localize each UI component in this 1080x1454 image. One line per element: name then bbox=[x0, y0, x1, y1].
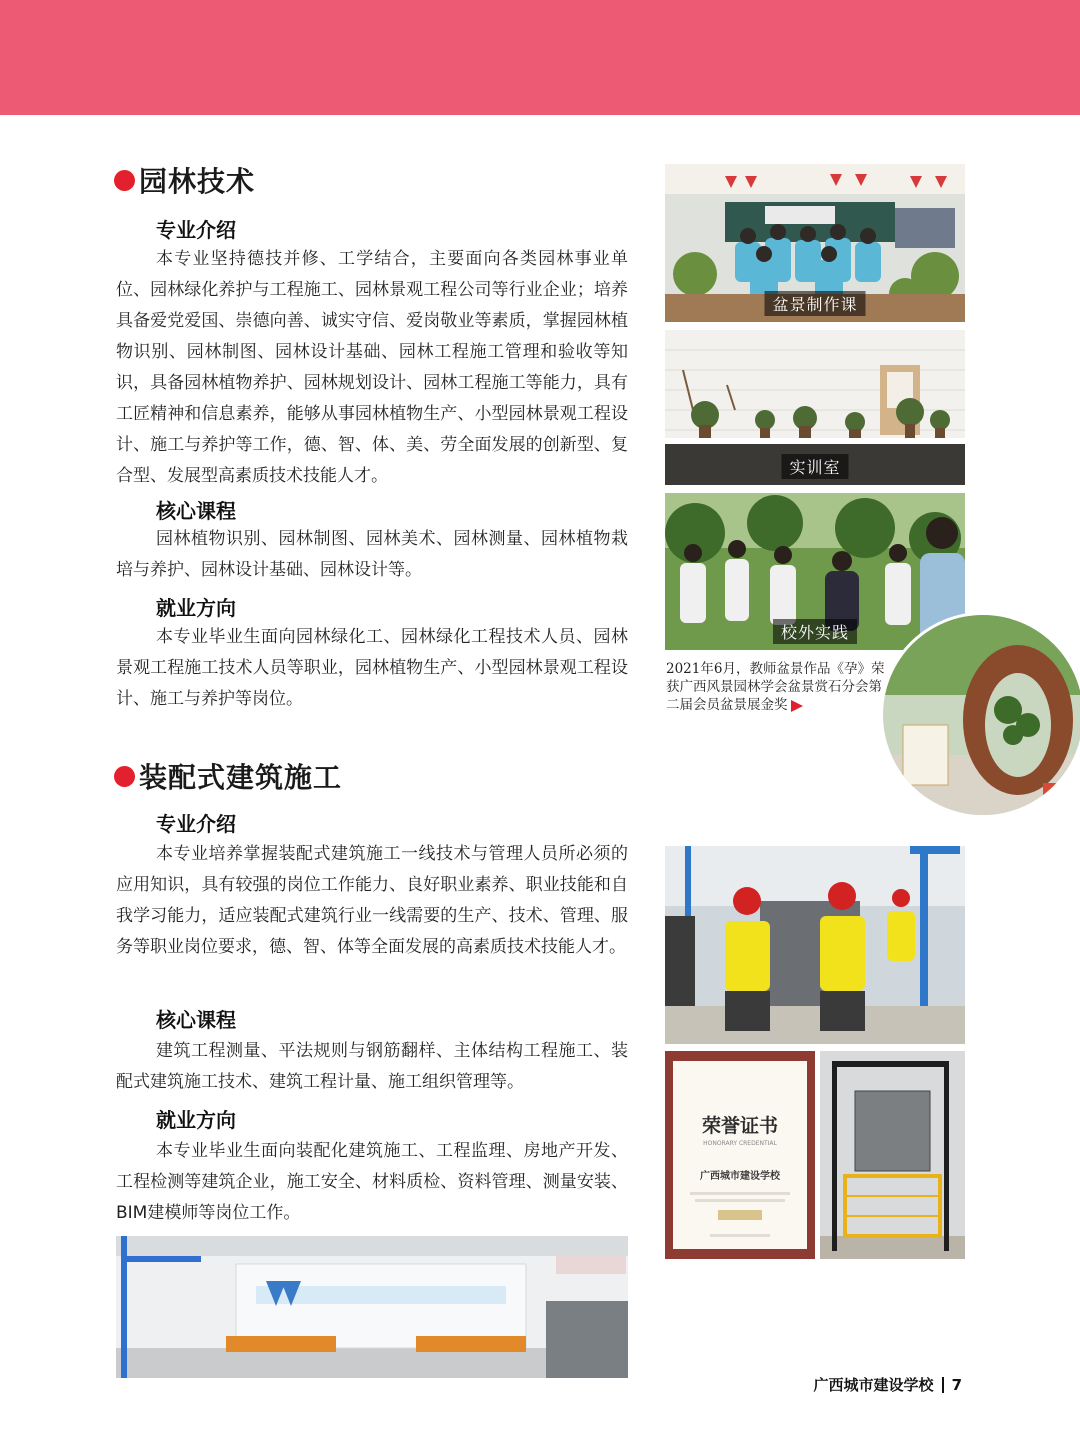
section-title-landscape bbox=[114, 160, 255, 200]
intro-paragraph: 本专业培养掌握装配式建筑施工一线技术与管理人员所必须的应用知识，具有较强的岗位工作能力、良好职业素养、职业技能和自我学习能力，适应装配式建筑行业一线需要的生产、技术、管理、服务等职业岗位要求，德、智、体等全面发展的高素质技术技能人才。 bbox=[116, 844, 628, 957]
photo-prefab-training-base bbox=[116, 1236, 628, 1378]
photo-caption: 实训室 bbox=[781, 454, 848, 479]
photo-honor-certificate bbox=[665, 1051, 815, 1259]
subheading-intro: 专业介绍 bbox=[156, 812, 236, 836]
certificate-school: 广西城市建设学校 bbox=[700, 1171, 780, 1182]
photo-caption: 校外实践 bbox=[773, 619, 857, 644]
footer-school: 广西城市建设学校 bbox=[813, 1376, 934, 1394]
intro-paragraph: 本专业坚持德技并修、工学结合，主要面向各类园林事业单位、园林绿化养护与工程施工、园林景观工程公司等行业企业；培养具备爱党爱国、崇德向善、诚实守信、爱岗敬业等素质，掌握园林植物识别、园林制图、园林设计基础、园林工程施工管理和验收等知识，具备园林植物养护、园林规划设计、园林工程施工等能力，具有工匠精神和信息素养，能够从事园林植物生产、小型园林景观工程设计、施工与养护等工作，德、智、体、美、劳全面发展的创新型、复合型、发展型高素质技术技能人才。 bbox=[116, 249, 628, 486]
subheading-career: 就业方向 bbox=[156, 596, 236, 620]
section-title-text: 园林技术 bbox=[139, 165, 256, 198]
certificate-subtitle: HONORARY CREDENTIAL bbox=[703, 1140, 777, 1147]
photo-field-practice bbox=[665, 493, 965, 650]
career-paragraph: 本专业毕业生面向园林绿化工、园林绿化工程技术人员、园林景观工程施工技术人员等职业，园林植物生产、小型园林景观工程设计、施工与养护等岗位。 bbox=[116, 627, 628, 709]
photo-construction-training bbox=[665, 846, 965, 1044]
section-title-prefab bbox=[114, 756, 342, 796]
bullet-dot-icon bbox=[114, 170, 135, 191]
page-footer bbox=[814, 1374, 962, 1395]
photo-bonsai-class bbox=[665, 164, 965, 322]
certificate-paper bbox=[673, 1061, 807, 1249]
photo-hoist-equipment bbox=[820, 1051, 965, 1259]
hoist-equipment-illustration bbox=[820, 1051, 965, 1259]
photo-bonsai-award bbox=[880, 612, 1080, 818]
arrow-right-icon bbox=[791, 700, 803, 712]
core-paragraph: 建筑工程测量、平法规则与钢筋翻样、主体结构工程施工、装配式建筑施工技术、建筑工程计量、施工组织管理等。 bbox=[116, 1041, 628, 1092]
award-caption-text: 2021年6月，教师盆景作品《孕》荣获广西风景园林学会盆景赏石分会第二届会员盆景展金奖 bbox=[666, 661, 885, 713]
core-paragraph: 园林植物识别、园林制图、园林美术、园林测量、园林植物栽培与养护、园林设计基础、园林设计等。 bbox=[116, 529, 628, 580]
photo-caption: 盆景制作课 bbox=[764, 291, 865, 316]
certificate-title: 荣誉证书 bbox=[701, 1115, 778, 1137]
career-paragraph: 本专业毕业生面向装配化建筑施工、工程监理、房地产开发、工程检测等建筑企业，施工安全、材料质检、资料管理、测量安装、BIM建模师等岗位工作。 bbox=[116, 1141, 628, 1223]
subheading-core: 核心课程 bbox=[156, 499, 236, 523]
section-title-text: 装配式建筑施工 bbox=[139, 761, 343, 794]
subheading-intro: 专业介绍 bbox=[156, 218, 236, 242]
prefab-base-illustration bbox=[116, 1236, 628, 1378]
construction-training-illustration bbox=[665, 846, 965, 1044]
header-band bbox=[0, 0, 1080, 115]
bonsai-award-illustration bbox=[883, 615, 1080, 815]
footer-divider bbox=[942, 1377, 944, 1393]
photo-training-room bbox=[665, 330, 965, 485]
award-caption bbox=[666, 660, 886, 714]
subheading-core: 核心课程 bbox=[156, 1008, 236, 1032]
subheading-career: 就业方向 bbox=[156, 1108, 236, 1132]
bullet-dot-icon bbox=[114, 766, 135, 787]
page-number: 7 bbox=[951, 1375, 962, 1394]
